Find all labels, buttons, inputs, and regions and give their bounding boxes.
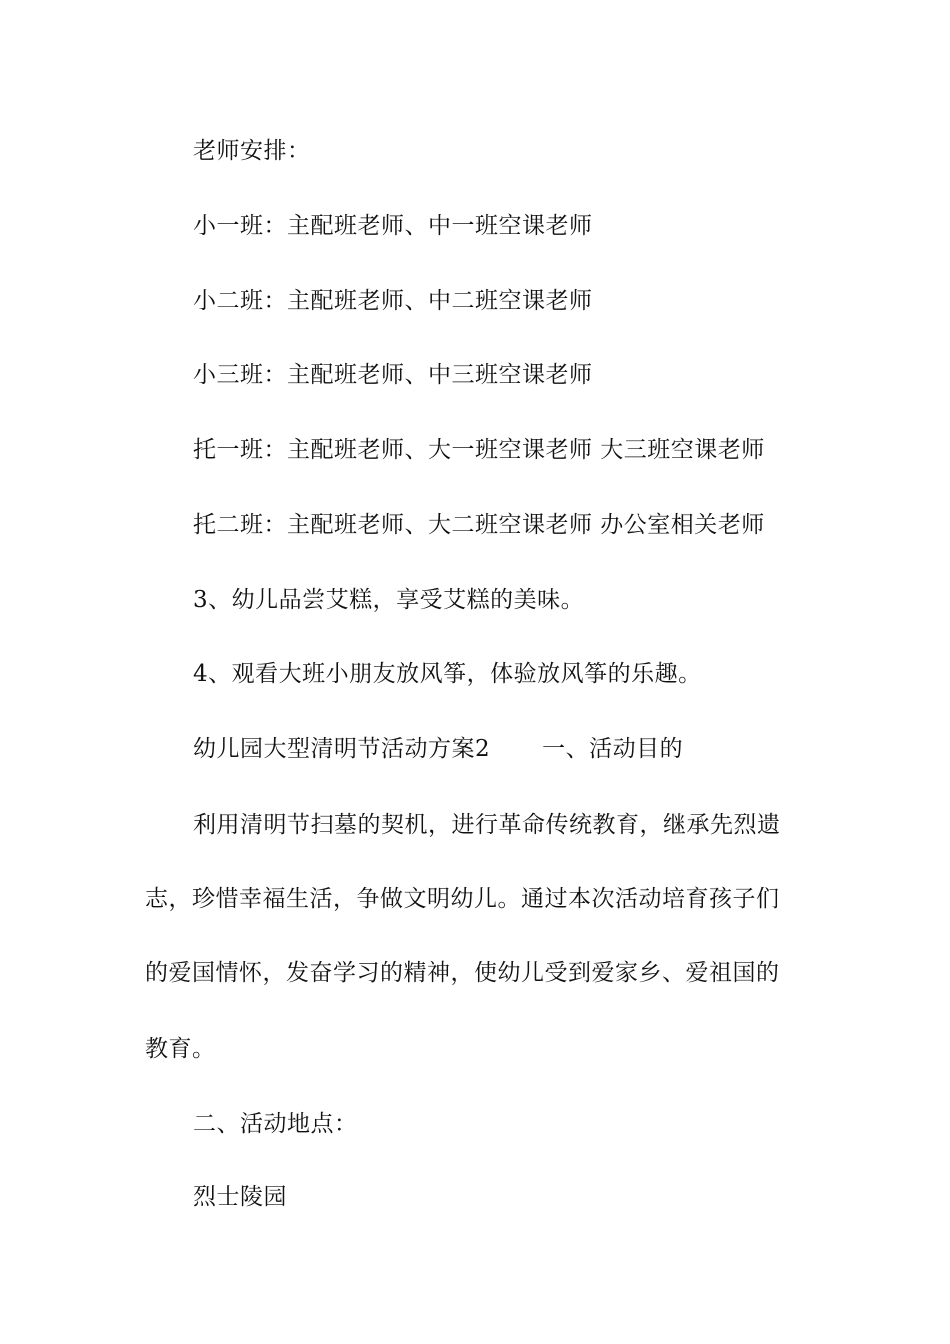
arrangement-line: 小一班：主配班老师、中一班空课老师 — [193, 213, 593, 239]
list-item-4: 4、观看大班小朋友放风筝，体验放风筝的乐趣。 — [193, 661, 702, 687]
location-text: 烈士陵园 — [193, 1184, 287, 1210]
paragraph-line: 志，珍惜幸福生活，争做文明幼儿。通过本次活动培育孩子们 — [145, 886, 780, 912]
plan-title-line — [193, 734, 683, 764]
arrangement-line: 小二班：主配班老师、中二班空课老师 — [193, 288, 593, 314]
paragraph-line: 利用清明节扫墓的契机，进行革命传统教育，继承先烈遗 — [193, 812, 781, 838]
arrangement-line: 托一班：主配班老师、大一班空课老师 大三班空课老师 — [193, 437, 765, 463]
plan-title: 幼儿园大型清明节活动方案2 — [193, 736, 491, 762]
section-heading-purpose: 一、活动目的 — [542, 736, 684, 762]
paragraph-line: 的爱国情怀，发奋学习的精神，使幼儿受到爱家乡、爱祖国的 — [145, 960, 780, 986]
arrangement-line: 托二班：主配班老师、大二班空课老师 办公室相关老师 — [193, 512, 765, 538]
section-heading-location: 二、活动地点： — [193, 1111, 358, 1137]
arrangement-line: 小三班：主配班老师、中三班空课老师 — [193, 362, 593, 388]
paragraph-line: 教育。 — [145, 1036, 216, 1062]
list-item-3: 3、幼儿品尝艾糕，享受艾糕的美味。 — [193, 587, 585, 613]
teacher-arrangement-heading: 老师安排： — [193, 138, 311, 164]
